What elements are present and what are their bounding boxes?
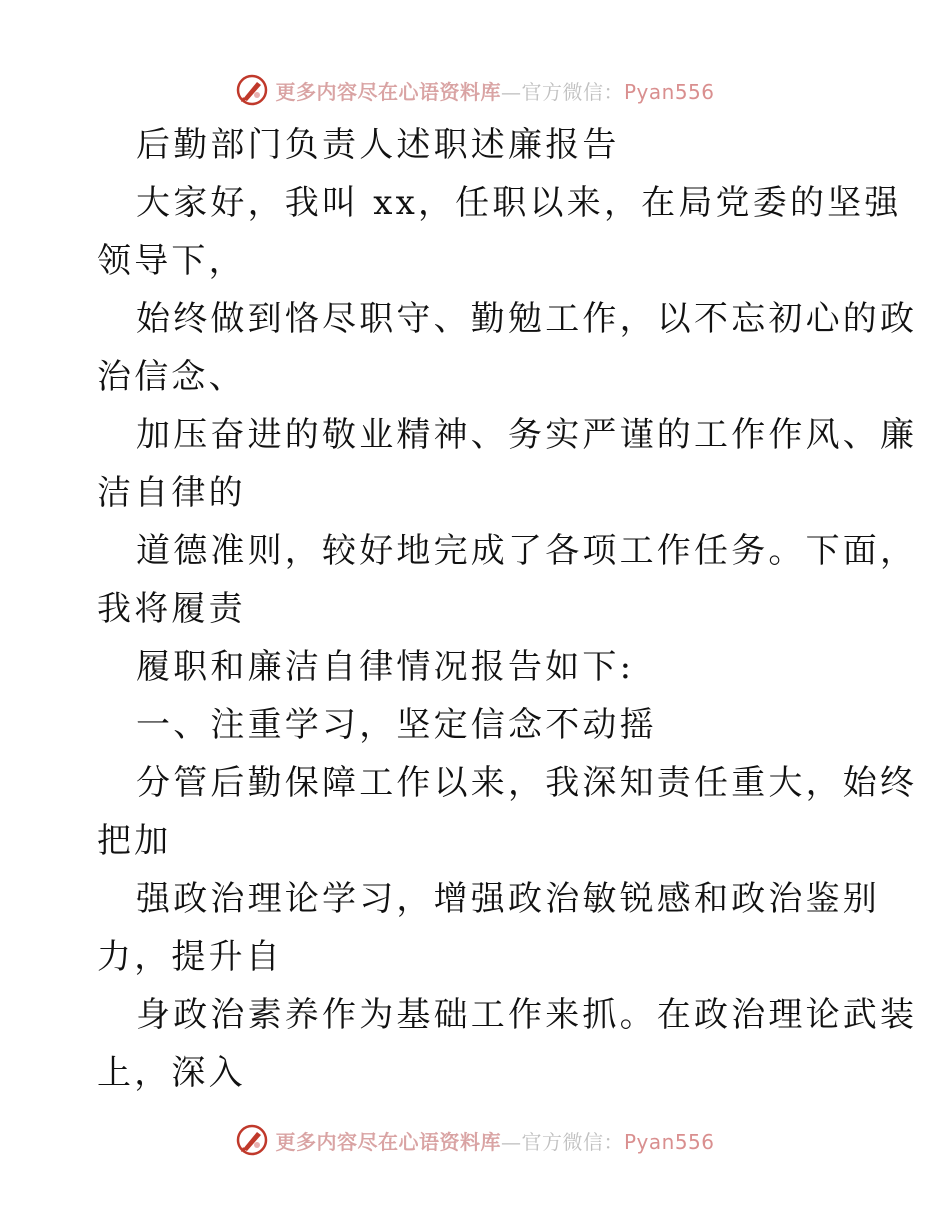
text-line: 治信念、	[97, 357, 246, 397]
text-line: 上，深入	[97, 1053, 246, 1093]
watermark-separator: —	[500, 1129, 522, 1154]
watermark-separator: —	[500, 79, 522, 104]
text-line: 分管后勤保障工作以来，我深知责任重大，始终	[136, 763, 918, 803]
text-line: 洁自律的	[97, 473, 246, 513]
watermark-brand: 更多内容尽在心语资料库	[275, 79, 501, 104]
watermark-wechat-id: Pyan556	[623, 79, 715, 104]
text-line: 我将履责	[97, 589, 246, 629]
text-line: 加压奋进的敬业精神、务实严谨的工作作风、廉	[136, 415, 918, 455]
pen-nib-seal-icon	[235, 1123, 269, 1157]
watermark-wechat-label: 官方微信：	[521, 1129, 624, 1154]
text-line: 身政治素养作为基础工作来抓。在政治理论武装	[136, 995, 918, 1035]
watermark-text	[275, 76, 714, 105]
watermark-wechat-label: 官方微信：	[521, 79, 624, 104]
text-line: 力，提升自	[97, 937, 283, 977]
text-line: 一、注重学习，坚定信念不动摇	[136, 705, 657, 745]
watermark-brand: 更多内容尽在心语资料库	[275, 1129, 501, 1154]
text-line: 强政治理论学习，增强政治敏锐感和政治鉴别	[136, 879, 880, 919]
text-line: 领导下，	[97, 241, 246, 281]
text-line: 道德准则，较好地完成了各项工作任务。下面，	[136, 531, 918, 571]
text-line: 履职和廉洁自律情况报告如下:	[136, 647, 635, 687]
pen-nib-seal-icon	[235, 73, 269, 107]
watermark-text	[275, 1126, 714, 1155]
watermark-wechat-id: Pyan556	[623, 1129, 715, 1154]
header-watermark	[0, 70, 950, 110]
document-body	[97, 116, 918, 1102]
text-line: 始终做到恪尽职守、勤勉工作，以不忘初心的政	[136, 299, 918, 339]
document-title: 后勤部门负责人述职述廉报告	[136, 125, 620, 165]
text-line: 大家好，我叫 xx，任职以来，在局党委的坚强	[136, 183, 902, 223]
text-line: 把加	[97, 821, 172, 861]
footer-watermark	[0, 1120, 950, 1160]
